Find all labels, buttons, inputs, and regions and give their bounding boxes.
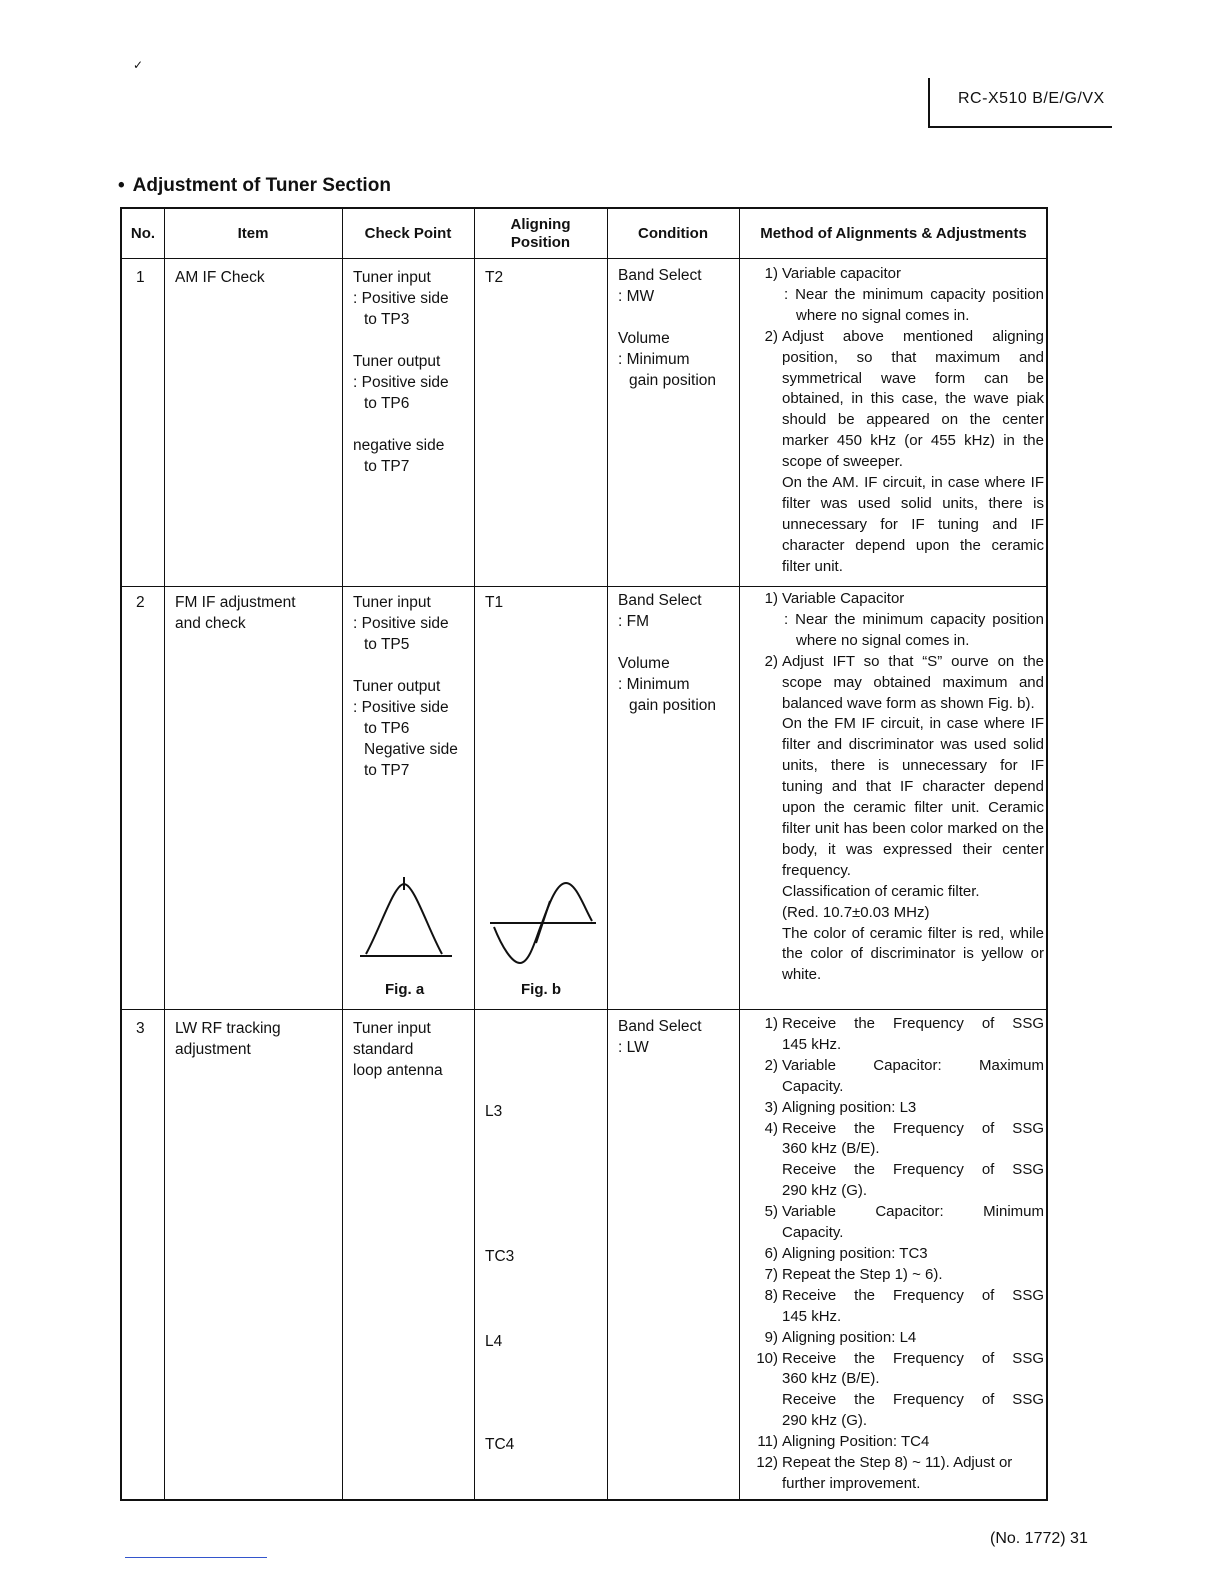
section-title <box>118 175 391 197</box>
fig-a-label: Fig. a <box>385 981 425 998</box>
row-check-point: Tuner input standard loop antenna <box>353 1020 443 1079</box>
row-aligning-tc3: TC3 <box>485 1248 515 1265</box>
section-title-text: Adjustment of Tuner Section <box>132 175 391 196</box>
row-condition: Band Select : MW Volume : Minimum gain position <box>618 267 717 389</box>
header-method: Method of Alignments & Adjustments <box>760 224 1027 242</box>
fig-b-label: Fig. b <box>521 981 561 998</box>
row-number: 1 <box>136 269 145 286</box>
row-aligning-l3: L3 <box>485 1103 503 1120</box>
header-condition: Condition <box>638 224 708 242</box>
row-method: 1) Variable Capacitor : Near the minimum capacity position where no signal comes in. 2) Adjust IFT so that “S” ourve on the scope may obtained maximum and balanced wave form as shown Fig. b). On the FM IF circuit, in case where IF filter and discriminator was used solid units, there is unnecessary for IF tuning and that IF character depend upon the ceramic filter unit. Ceramic filter unit has been color marked on the body, it was expressed their center frequency. Classification of ceramic filter. (Red. 10.7±0.03 MHz) The color of ceramic filter is red, while the color of discriminator is yellow or white. <box>764 590 1044 984</box>
row-item: LW RF tracking adjustment <box>175 1020 281 1058</box>
row-check-point: Tuner input : Positive side to TP3 Tuner output : Positive side to TP6 negative side to TP7 <box>353 269 449 475</box>
row-method: 1) Variable capacitor : Near the minimum capacity position where no signal comes in. 2) Adjust above mentioned aligning position, so that maximum and symmetrical wave form can be obtained, in this case, the wave piak should be appeared on the center marker 450 kHz (or 455 kHz) in the scope of sweeper. On the AM. IF circuit, in case where IF filter was used solid units, there is unnecessary for IF tuning and IF character depend upon the ceramic filter unit. <box>764 265 1044 575</box>
adjustment-table <box>120 207 1048 1501</box>
page-number: (No. 1772) 31 <box>990 1530 1088 1547</box>
row-check-point: Tuner input : Positive side to TP5 Tuner output : Positive side to TP6 Negative side to TP7 <box>353 594 458 779</box>
row-aligning-tc4: TC4 <box>485 1436 515 1453</box>
row-method: 1) Receive the Frequency of SSG 145 kHz. 2) Variable Capacitor: Maximum Capacity. 3) Aligning position: L3 4) Receive the Frequency of SSG 360 kHz (B/E). Receive the Frequency of SSG 290 kHz (G). 5) Variable Capacitor: Minimum Capacity. 6) Aligning position: TC3 7) Repeat the Step 1) ~ 6). 8) Receive the Frequency of SSG 145 kHz. 9) Aligning position: L4 10) Receive the Frequency of SSG 360 kHz (B/E). Receive the Frequency of SSG 290 kHz (G). 11) Aligning Position: TC4 12) Repeat the Step 8) ~ 11). Adjust or further improvement. <box>756 1015 1044 1492</box>
row-number: 2 <box>136 594 145 611</box>
row-aligning: T2 <box>485 269 504 286</box>
stray-mark: ✓ <box>133 58 144 72</box>
row-item: AM IF Check <box>175 269 265 286</box>
model-number: RC-X510 B/E/G/VX <box>958 90 1105 107</box>
header-item: Item <box>237 224 269 242</box>
fig-a-curve <box>360 874 460 959</box>
row-condition: Band Select : LW <box>618 1018 702 1056</box>
header-check-point: Check Point <box>364 224 452 242</box>
bottom-link-underline[interactable] <box>125 1557 267 1558</box>
row-condition: Band Select : FM Volume : Minimum gain position <box>618 592 717 714</box>
row-aligning-l4: L4 <box>485 1333 503 1350</box>
fig-b-curve <box>490 877 600 967</box>
bullet-icon: • <box>118 175 125 196</box>
row-aligning: T1 <box>485 594 504 611</box>
row-item: FM IF adjustment and check <box>175 594 296 632</box>
header-no: No. <box>130 224 156 242</box>
header-aligning-position: Aligning Position <box>510 215 571 251</box>
row-number: 3 <box>136 1020 145 1037</box>
